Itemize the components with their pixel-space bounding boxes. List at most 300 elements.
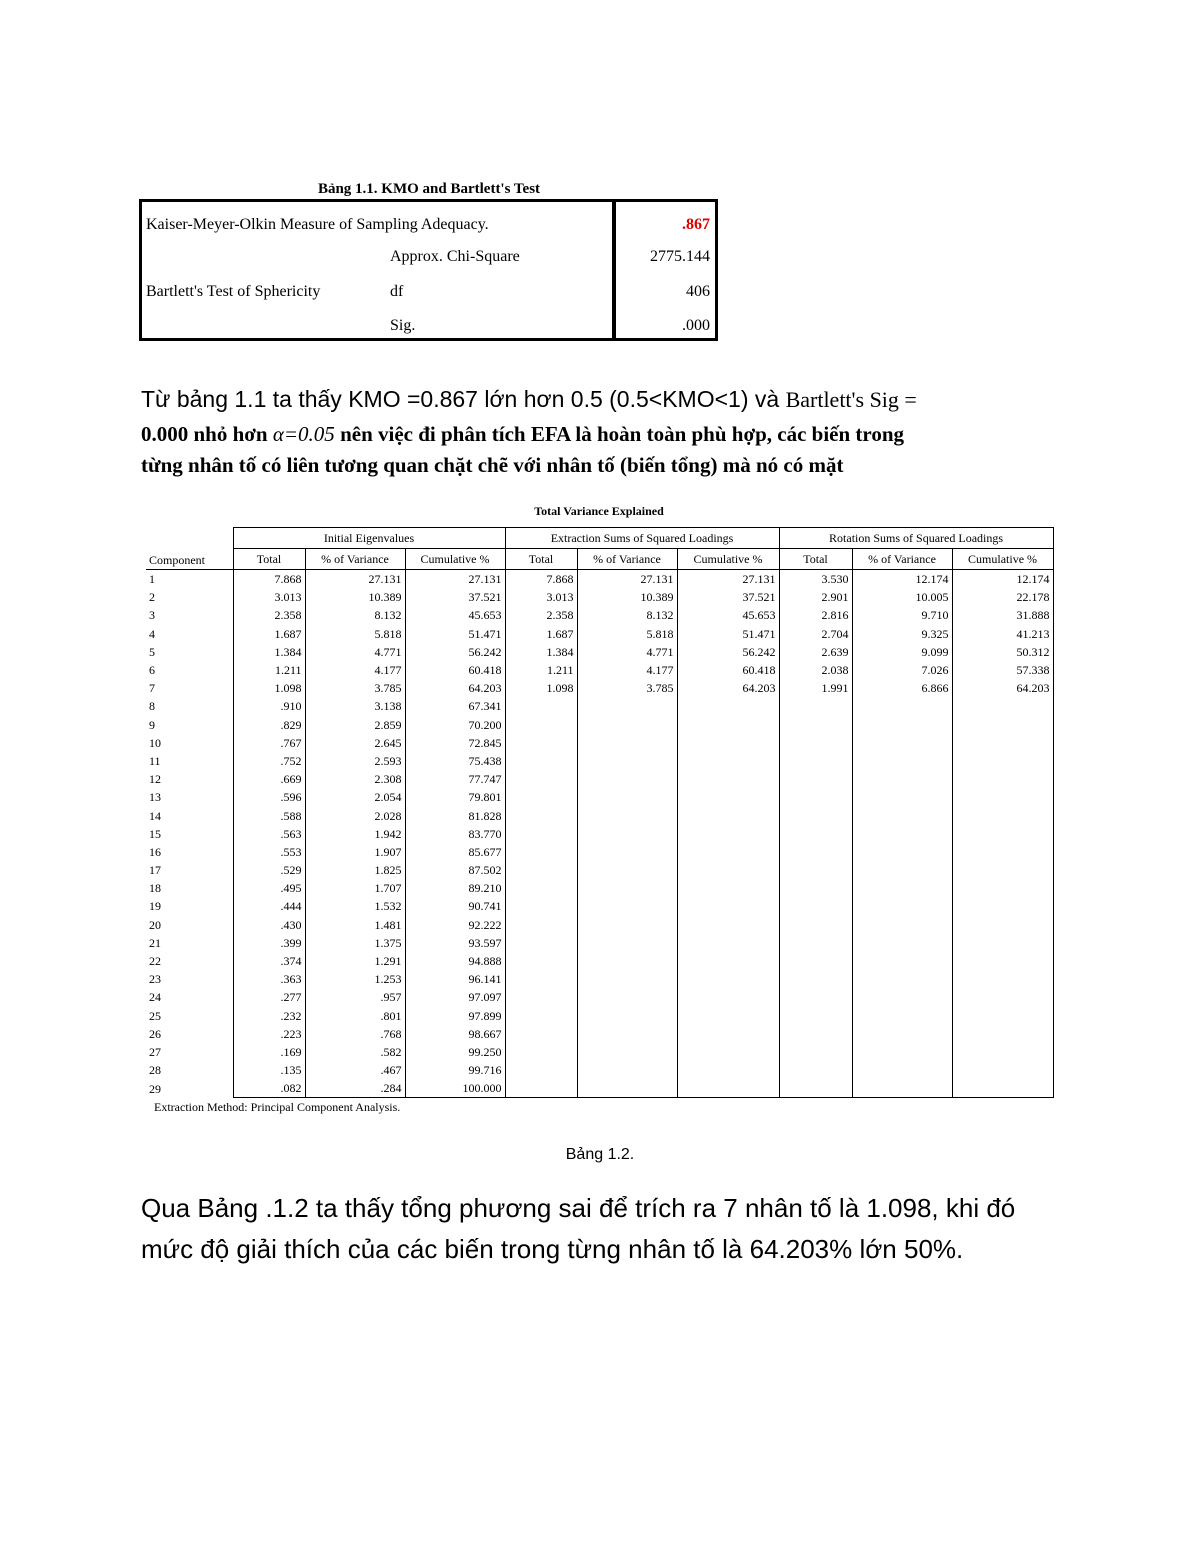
table-row <box>146 843 1053 861</box>
value-cell <box>505 897 577 915</box>
chi-square-value: 2775.144 <box>650 248 710 265</box>
value-cell <box>852 806 952 824</box>
value-cell: 89.210 <box>405 879 505 897</box>
value-cell: 2.859 <box>305 716 405 734</box>
table-row <box>146 588 1053 606</box>
value-cell: 5.818 <box>577 625 677 643</box>
group-header-initial: Initial Eigenvalues <box>233 528 505 549</box>
value-cell: 50.312 <box>952 643 1053 661</box>
value-cell: 5.818 <box>305 625 405 643</box>
paragraph-2: Qua Bảng .1.2 ta thấy tổng phương sai để trích ra 7 nhân tố là 1.098, khi đó mức độ giải thích của các biến trong từng nhân tố là 64.203% lớn 50%. <box>141 1193 1016 1264</box>
value-cell: .767 <box>233 734 305 752</box>
value-cell: 45.653 <box>677 606 779 624</box>
value-cell: 1.211 <box>505 661 577 679</box>
value-cell: .588 <box>233 806 305 824</box>
value-cell <box>779 1043 852 1061</box>
value-cell <box>577 1079 677 1098</box>
value-cell <box>852 734 952 752</box>
value-cell: 3.138 <box>305 697 405 715</box>
component-cell: 13 <box>146 788 233 806</box>
value-cell: 1.375 <box>305 934 405 952</box>
value-cell <box>852 788 952 806</box>
value-cell: 94.888 <box>405 952 505 970</box>
value-cell: .563 <box>233 825 305 843</box>
value-cell: 1.384 <box>505 643 577 661</box>
value-cell: 2.028 <box>305 806 405 824</box>
paragraph-1-line-2-c: nên việc đi phân tích EFA là hoàn toàn phù hợp, các biến trong <box>334 422 905 446</box>
table-caption: Bảng 1.2. <box>565 1146 635 1163</box>
value-cell <box>779 916 852 934</box>
value-cell <box>577 734 677 752</box>
value-cell: 45.653 <box>405 606 505 624</box>
value-cell: 1.211 <box>233 661 305 679</box>
table-row <box>146 1079 1053 1098</box>
sub-header: Cumulative % <box>952 549 1053 570</box>
value-cell: 81.828 <box>405 806 505 824</box>
value-cell <box>779 1079 852 1098</box>
value-cell: 96.141 <box>405 970 505 988</box>
component-cell: 20 <box>146 916 233 934</box>
value-cell <box>779 934 852 952</box>
table-row <box>146 770 1053 788</box>
value-cell <box>677 897 779 915</box>
component-cell: 25 <box>146 1007 233 1025</box>
value-cell <box>577 879 677 897</box>
component-cell: 28 <box>146 1061 233 1079</box>
value-cell <box>577 825 677 843</box>
table-row <box>146 879 1053 897</box>
value-cell: 1.942 <box>305 825 405 843</box>
component-cell: 11 <box>146 752 233 770</box>
component-cell: 15 <box>146 825 233 843</box>
value-cell: 31.888 <box>952 606 1053 624</box>
value-cell <box>677 879 779 897</box>
value-cell: 77.747 <box>405 770 505 788</box>
value-cell <box>779 952 852 970</box>
table-row <box>146 988 1053 1006</box>
component-cell: 16 <box>146 843 233 861</box>
tve-table-title: Total Variance Explained <box>534 504 664 518</box>
value-cell <box>952 1007 1053 1025</box>
component-cell: 3 <box>146 606 233 624</box>
value-cell <box>852 1079 952 1098</box>
table-row <box>146 788 1053 806</box>
value-cell: 1.707 <box>305 879 405 897</box>
value-cell <box>577 1043 677 1061</box>
table-row <box>146 643 1053 661</box>
value-cell <box>577 1025 677 1043</box>
value-cell <box>779 716 852 734</box>
value-cell: 2.038 <box>779 661 852 679</box>
value-cell <box>505 952 577 970</box>
paragraph-1-line-1 <box>141 386 917 413</box>
value-cell: 2.358 <box>505 606 577 624</box>
value-cell <box>852 843 952 861</box>
value-cell: 1.532 <box>305 897 405 915</box>
value-cell: .768 <box>305 1025 405 1043</box>
value-cell <box>852 861 952 879</box>
value-cell: .553 <box>233 843 305 861</box>
value-cell <box>952 897 1053 915</box>
value-cell <box>577 1007 677 1025</box>
value-cell <box>577 806 677 824</box>
sub-header: Cumulative % <box>405 549 505 570</box>
group-header-rotation: Rotation Sums of Squared Loadings <box>779 528 1053 549</box>
component-cell: 7 <box>146 679 233 697</box>
value-cell: 41.213 <box>952 625 1053 643</box>
table-row <box>146 606 1053 624</box>
value-cell: 1.991 <box>779 679 852 697</box>
value-cell: 10.389 <box>305 588 405 606</box>
value-cell: .529 <box>233 861 305 879</box>
value-cell <box>779 697 852 715</box>
value-cell: 70.200 <box>405 716 505 734</box>
value-cell: 3.530 <box>779 570 852 589</box>
value-cell: .444 <box>233 897 305 915</box>
value-cell: 79.801 <box>405 788 505 806</box>
value-cell: 72.845 <box>405 734 505 752</box>
value-cell <box>852 697 952 715</box>
component-cell: 17 <box>146 861 233 879</box>
table-row <box>146 1007 1053 1025</box>
value-cell <box>852 970 952 988</box>
value-cell <box>779 861 852 879</box>
value-cell <box>779 788 852 806</box>
value-cell <box>779 825 852 843</box>
value-cell: 60.418 <box>405 661 505 679</box>
component-cell: 18 <box>146 879 233 897</box>
value-cell: .399 <box>233 934 305 952</box>
value-cell: 2.308 <box>305 770 405 788</box>
value-cell: 2.358 <box>233 606 305 624</box>
value-cell: 90.741 <box>405 897 505 915</box>
component-cell: 1 <box>146 570 233 589</box>
tve-table-body <box>146 570 1053 1098</box>
value-cell <box>779 752 852 770</box>
value-cell: .169 <box>233 1043 305 1061</box>
value-cell <box>505 788 577 806</box>
value-cell <box>577 752 677 770</box>
value-cell <box>952 697 1053 715</box>
value-cell <box>577 1061 677 1079</box>
value-cell: 51.471 <box>405 625 505 643</box>
sub-header: Cumulative % <box>677 549 779 570</box>
value-cell: .829 <box>233 716 305 734</box>
value-cell: .957 <box>305 988 405 1006</box>
component-cell: 9 <box>146 716 233 734</box>
component-cell: 27 <box>146 1043 233 1061</box>
component-cell: 12 <box>146 770 233 788</box>
value-cell <box>505 734 577 752</box>
value-cell: 27.131 <box>577 570 677 589</box>
component-cell: 26 <box>146 1025 233 1043</box>
value-cell <box>952 1079 1053 1098</box>
table-row <box>146 679 1053 697</box>
value-cell: 10.005 <box>852 588 952 606</box>
value-cell <box>779 806 852 824</box>
value-cell <box>505 1007 577 1025</box>
value-cell: .223 <box>233 1025 305 1043</box>
table-row <box>146 752 1053 770</box>
value-cell: 27.131 <box>677 570 779 589</box>
value-cell <box>505 806 577 824</box>
value-cell <box>952 1025 1053 1043</box>
table-row <box>146 934 1053 952</box>
value-cell <box>505 988 577 1006</box>
table-row <box>146 661 1053 679</box>
value-cell <box>677 916 779 934</box>
value-cell: .801 <box>305 1007 405 1025</box>
value-cell: 1.687 <box>505 625 577 643</box>
value-cell <box>677 1043 779 1061</box>
value-cell <box>577 934 677 952</box>
table-row <box>146 825 1053 843</box>
value-cell <box>677 1025 779 1043</box>
value-cell: .284 <box>305 1079 405 1098</box>
tve-footnote: Extraction Method: Principal Component Analysis. <box>154 1100 401 1114</box>
value-cell <box>505 697 577 715</box>
value-cell: .596 <box>233 788 305 806</box>
value-cell <box>852 916 952 934</box>
value-cell: 27.131 <box>305 570 405 589</box>
value-cell <box>952 752 1053 770</box>
value-cell: 10.389 <box>577 588 677 606</box>
value-cell: 75.438 <box>405 752 505 770</box>
value-cell: 85.677 <box>405 843 505 861</box>
value-cell: 2.054 <box>305 788 405 806</box>
value-cell: 2.901 <box>779 588 852 606</box>
value-cell: 4.771 <box>577 643 677 661</box>
value-cell <box>779 879 852 897</box>
value-cell: 56.242 <box>405 643 505 661</box>
value-cell <box>577 970 677 988</box>
value-cell: 83.770 <box>405 825 505 843</box>
sub-header: % of Variance <box>577 549 677 570</box>
value-cell: .467 <box>305 1061 405 1079</box>
component-cell: 8 <box>146 697 233 715</box>
sig-value: .000 <box>682 317 710 334</box>
value-cell: 8.132 <box>577 606 677 624</box>
value-cell <box>779 843 852 861</box>
value-cell: 37.521 <box>405 588 505 606</box>
value-cell <box>952 734 1053 752</box>
value-cell <box>677 716 779 734</box>
value-cell: 97.097 <box>405 988 505 1006</box>
value-cell: .495 <box>233 879 305 897</box>
value-cell <box>677 861 779 879</box>
table-row <box>146 697 1053 715</box>
table-row <box>146 716 1053 734</box>
component-cell: 23 <box>146 970 233 988</box>
value-cell <box>852 1043 952 1061</box>
value-cell <box>952 770 1053 788</box>
value-cell: 64.203 <box>677 679 779 697</box>
sub-header: Total <box>233 549 305 570</box>
sub-header: % of Variance <box>852 549 952 570</box>
value-cell: 3.013 <box>233 588 305 606</box>
table-row <box>146 1043 1053 1061</box>
value-cell: 12.174 <box>952 570 1053 589</box>
value-cell: 1.253 <box>305 970 405 988</box>
value-cell <box>952 1061 1053 1079</box>
table-row <box>146 1061 1053 1079</box>
value-cell <box>952 952 1053 970</box>
value-cell <box>577 697 677 715</box>
value-cell: 37.521 <box>677 588 779 606</box>
value-cell <box>577 988 677 1006</box>
sub-header: Total <box>505 549 577 570</box>
value-cell: .374 <box>233 952 305 970</box>
value-cell: .752 <box>233 752 305 770</box>
value-cell <box>677 970 779 988</box>
value-cell <box>577 770 677 788</box>
chi-square-label: Approx. Chi-Square <box>390 248 520 265</box>
component-cell: 5 <box>146 643 233 661</box>
sub-header: Total <box>779 549 852 570</box>
value-cell <box>505 752 577 770</box>
value-cell: 1.907 <box>305 843 405 861</box>
value-cell: 51.471 <box>677 625 779 643</box>
value-cell <box>505 843 577 861</box>
table-row <box>146 897 1053 915</box>
value-cell: .232 <box>233 1007 305 1025</box>
value-cell: 1.098 <box>505 679 577 697</box>
value-cell <box>677 1061 779 1079</box>
value-cell <box>505 825 577 843</box>
value-cell <box>852 752 952 770</box>
table-row <box>146 806 1053 824</box>
component-cell: 21 <box>146 934 233 952</box>
kmo-value: .867 <box>682 216 710 233</box>
table-row <box>146 734 1053 752</box>
paragraph-1-alpha: α=0.05 <box>272 422 335 446</box>
value-cell: 7.868 <box>233 570 305 589</box>
value-cell: 1.291 <box>305 952 405 970</box>
value-cell: 93.597 <box>405 934 505 952</box>
value-cell <box>677 697 779 715</box>
value-cell: 2.593 <box>305 752 405 770</box>
df-label: df <box>390 283 404 300</box>
value-cell <box>852 952 952 970</box>
value-cell: 9.710 <box>852 606 952 624</box>
value-cell <box>852 825 952 843</box>
value-cell <box>677 1079 779 1098</box>
value-cell: 1.481 <box>305 916 405 934</box>
value-cell <box>677 770 779 788</box>
value-cell <box>677 752 779 770</box>
value-cell <box>577 788 677 806</box>
value-cell: 1.384 <box>233 643 305 661</box>
value-cell <box>677 788 779 806</box>
value-cell <box>505 716 577 734</box>
value-cell: 99.716 <box>405 1061 505 1079</box>
value-cell <box>952 970 1053 988</box>
value-cell <box>677 825 779 843</box>
table-row <box>146 1025 1053 1043</box>
value-cell <box>577 861 677 879</box>
value-cell <box>577 716 677 734</box>
value-cell: 9.325 <box>852 625 952 643</box>
value-cell: 2.704 <box>779 625 852 643</box>
sig-label: Sig. <box>390 317 416 334</box>
value-cell: 2.816 <box>779 606 852 624</box>
component-cell: 10 <box>146 734 233 752</box>
value-cell <box>677 1007 779 1025</box>
value-cell <box>505 934 577 952</box>
value-cell <box>779 1025 852 1043</box>
value-cell: 1.098 <box>233 679 305 697</box>
df-value: 406 <box>686 283 710 300</box>
value-cell: 1.687 <box>233 625 305 643</box>
value-cell <box>952 988 1053 1006</box>
total-variance-table <box>146 527 1054 1098</box>
table-row <box>146 861 1053 879</box>
value-cell: 64.203 <box>405 679 505 697</box>
value-cell: 4.771 <box>305 643 405 661</box>
value-cell <box>779 970 852 988</box>
value-cell: .363 <box>233 970 305 988</box>
paragraph-1-text-a: Từ bảng 1.1 ta thấy KMO =0.867 lớn hơn 0.5 (0.5<KMO<1) và <box>141 386 786 412</box>
value-cell <box>852 1061 952 1079</box>
value-cell <box>952 825 1053 843</box>
group-header-extraction: Extraction Sums of Squared Loadings <box>505 528 779 549</box>
value-cell <box>952 806 1053 824</box>
value-cell <box>505 861 577 879</box>
value-cell: 7.868 <box>505 570 577 589</box>
component-cell: 22 <box>146 952 233 970</box>
value-cell <box>677 934 779 952</box>
value-cell: 22.178 <box>952 588 1053 606</box>
value-cell: 6.866 <box>852 679 952 697</box>
value-cell: 64.203 <box>952 679 1053 697</box>
value-cell: 27.131 <box>405 570 505 589</box>
value-cell <box>952 716 1053 734</box>
value-cell: 97.899 <box>405 1007 505 1025</box>
value-cell <box>952 916 1053 934</box>
bartlett-label: Bartlett's Test of Sphericity <box>146 283 321 300</box>
value-cell: 7.026 <box>852 661 952 679</box>
value-cell <box>852 770 952 788</box>
value-cell <box>779 897 852 915</box>
component-cell: 6 <box>146 661 233 679</box>
component-cell: 4 <box>146 625 233 643</box>
value-cell: 92.222 <box>405 916 505 934</box>
value-cell <box>505 770 577 788</box>
value-cell <box>852 897 952 915</box>
value-cell: .910 <box>233 697 305 715</box>
value-cell <box>952 843 1053 861</box>
value-cell: 4.177 <box>577 661 677 679</box>
value-cell <box>505 879 577 897</box>
value-cell: .082 <box>233 1079 305 1098</box>
value-cell <box>577 916 677 934</box>
value-cell <box>952 934 1053 952</box>
table-row <box>146 970 1053 988</box>
value-cell <box>952 1043 1053 1061</box>
kmo-table-title: Bảng 1.1. KMO and Bartlett's Test <box>317 181 541 197</box>
paragraph-1-line-2-a: 0.000 nhỏ hơn <box>141 422 273 446</box>
component-cell: 2 <box>146 588 233 606</box>
value-cell: 2.645 <box>305 734 405 752</box>
value-cell <box>505 970 577 988</box>
value-cell <box>779 734 852 752</box>
value-cell: 3.785 <box>305 679 405 697</box>
value-cell <box>852 1007 952 1025</box>
paragraph-1-line-3: từng nhân tố có liên tương quan chặt chẽ với nhân tố (biến tổng) mà nó có mặt <box>141 453 844 477</box>
paragraph-1-text-b: Bartlett's Sig = <box>785 387 917 412</box>
value-cell: .135 <box>233 1061 305 1079</box>
value-cell: 8.132 <box>305 606 405 624</box>
